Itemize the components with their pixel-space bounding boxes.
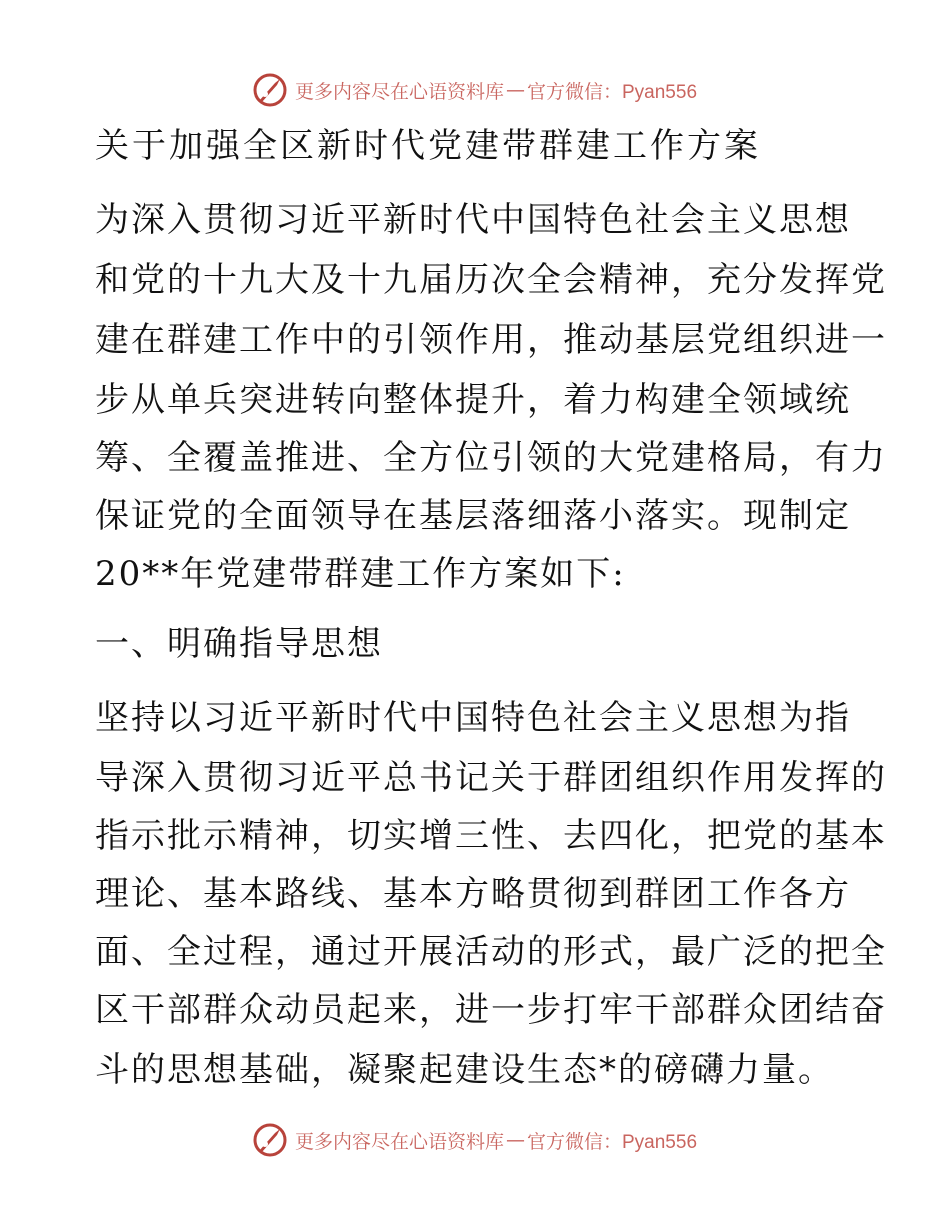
section-heading: 一、明确指导思想 xyxy=(95,624,383,664)
paragraph-line: 区干部群众动员起来，进一步打牢干部群众团结奋 xyxy=(95,990,887,1030)
banner-separator: — xyxy=(506,1129,525,1151)
paragraph-line: 指示批示精神，切实增三性、去四化，把党的基本 xyxy=(95,816,887,856)
header-watermark-banner xyxy=(0,70,950,110)
paragraph-line: 和党的十九大及十九届历次全会精神，充分发挥党 xyxy=(95,260,887,300)
quill-seal-icon xyxy=(253,73,287,107)
paragraph-line: 20**年党建带群建工作方案如下: xyxy=(95,554,626,594)
banner-separator: — xyxy=(506,79,525,101)
document-title: 关于加强全区新时代党建带群建工作方案 xyxy=(95,126,761,166)
paragraph-line: 筹、全覆盖推进、全方位引领的大党建格局，有力 xyxy=(95,438,887,478)
paragraph-line: 导深入贯彻习近平总书记关于群团组织作用发挥的 xyxy=(95,758,887,798)
paragraph-line: 面、全过程，通过开展活动的形式，最广泛的把全 xyxy=(95,932,887,972)
banner-text: 更多内容尽在心语资料库 xyxy=(294,80,504,103)
paragraph-line: 理论、基本路线、基本方略贯彻到群团工作各方 xyxy=(95,874,851,914)
paragraph-line: 建在群建工作中的引领作用，推动基层党组织进一 xyxy=(95,320,887,360)
paragraph-line: 为深入贯彻习近平新时代中国特色社会主义思想 xyxy=(95,200,851,240)
quill-seal-icon xyxy=(253,1123,287,1157)
banner-wechat: 官方微信：Pyan556 xyxy=(527,1131,698,1153)
paragraph-line: 斗的思想基础，凝聚起建设生态*的磅礴力量。 xyxy=(95,1050,834,1090)
banner-wechat: 官方微信：Pyan556 xyxy=(527,81,698,103)
banner-text: 更多内容尽在心语资料库 xyxy=(294,1130,504,1153)
footer-watermark-banner xyxy=(0,1120,950,1160)
paragraph-line: 保证党的全面领导在基层落细落小落实。现制定 xyxy=(95,496,851,536)
paragraph-line: 步从单兵突进转向整体提升，着力构建全领域统 xyxy=(95,380,851,420)
paragraph-line: 坚持以习近平新时代中国特色社会主义思想为指 xyxy=(95,698,851,738)
